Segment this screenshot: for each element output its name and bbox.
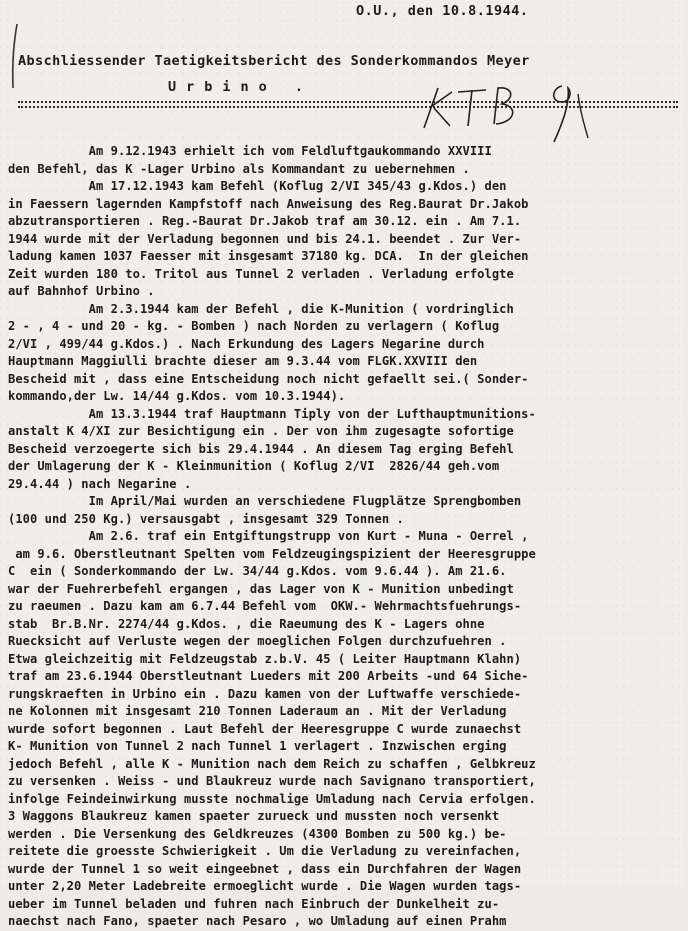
body-line: Ruecksicht auf Verluste wegen der moeglichen Folgen durchzufuehren . <box>8 634 507 648</box>
body-line: naechst nach Fano, spaeter nach Pesaro , wo Umladung auf einen Prahm <box>8 914 507 928</box>
report-title: Abschliessender Taetigkeitsbericht des Sonderkommandos Meyer <box>18 53 530 69</box>
body-line: traf am 23.6.1944 Oberstleutnant Lueders mit 200 Arbeits -und 64 Siche- <box>8 669 529 683</box>
body-line: unter 2,20 Meter Ladebreite ermoeglicht wurde . Die Wagen wurden tags- <box>8 879 522 893</box>
body-line: stab Br.B.Nr. 2274/44 g.Kdos. , die Raeumung des K - Lagers ohne <box>8 616 485 631</box>
body-line: auf Bahnhof Urbino . <box>8 284 155 298</box>
body-line: abzutransportieren . Reg.-Baurat Dr.Jakob traf am 30.12. ein . Am 7.1. <box>8 214 522 228</box>
body-line: zu versenken . Weiss - und Blaukreuz wurde nach Savignano transportiert, <box>8 774 536 788</box>
body-line: am 9.6. Oberstleutnant Spelten vom Feldzeugingspizient der Heeresgruppe <box>8 546 536 561</box>
body-line: infolge Feindeinwirkung musste nochmalige Umladung nach Cervia erfolgen. <box>8 791 536 806</box>
body-line: wurde sofort begonnen . Laut Befehl der Heeresgruppe C wurde zunaechst <box>8 721 522 736</box>
body-line: Zeit wurden 180 to. Tritol aus Tunnel 2 verladen . Verladung erfolgte <box>8 266 514 281</box>
body-line: Bescheid verzoegerte sich bis 29.4.1944 . An diesem Tag erging Befehl <box>8 441 514 456</box>
body-line: 2 - , 4 - und 20 - kg. - Bomben ) nach Norden zu verlagern ( Koflug <box>8 319 500 333</box>
body-line: C ein ( Sonderkommando der Lw. 34/44 g.Kdos. vom 9.6.44 ). Am 21.6. <box>8 564 507 578</box>
body-line: werden . Die Versenkung des Geldkreuzes (4300 Bomben zu 500 kg.) be- <box>8 826 507 841</box>
report-body <box>8 143 688 931</box>
document-date: O.U., den 10.8.1944. <box>356 3 529 19</box>
body-line: Am 2.6. traf ein Entgiftungstrupp von Kurt - Muna - Oerrel , <box>8 529 529 543</box>
body-line: 2/VI , 499/44 g.Kdos.) . Nach Erkundung des Lagers Negarine durch <box>8 336 485 351</box>
body-line: den Befehl, das K -Lager Urbino als Kommandant zu uebernehmen . <box>8 161 470 176</box>
body-line: anstalt K 4/XI zur Besichtigung ein . Der von ihm zugesagte sofortige <box>8 424 514 438</box>
body-line: Im April/Mai wurden an verschiedene Flugplätze Sprengbomben <box>8 494 522 508</box>
body-line: Am 9.12.1943 erhielt ich vom Feldluftgaukommando XXVIII <box>8 144 492 158</box>
handwritten-annotation <box>412 80 602 150</box>
body-line: 3 Waggons Blaukreuz kamen spaeter zurueck und mussten noch versenkt <box>8 809 500 823</box>
body-line: Am 13.3.1944 traf Hauptmann Tiply von der Lufthauptmunitions- <box>8 406 536 421</box>
body-line: reitete die groesste Schwierigkeit . Um die Verladung zu vereinfachen, <box>8 844 522 858</box>
body-line: Etwa gleichzeitig mit Feldzeugstab z.b.V. 45 ( Leiter Hauptmann Klahn) <box>8 651 522 666</box>
body-line: kommando,der Lw. 14/44 g.Kdos. vom 10.3.1944). <box>8 389 346 403</box>
body-line: zu raeumen . Dazu kam am 6.7.44 Befehl vom OKW.- Wehrmachtsfuehrungs- <box>8 599 522 613</box>
body-line: wurde der Tunnel 1 so weit eingeebnet , dass ein Durchfahren der Wagen <box>8 861 522 876</box>
body-line: Am 2.3.1944 kam der Befehl , die K-Munition ( vordringlich <box>8 301 514 316</box>
body-line: Bescheid mit , dass eine Entscheidung noch nicht gefaellt sei.( Sonder- <box>8 371 529 386</box>
body-line: war der Fuehrerbefehl ergangen , das Lager von K - Munition unbedingt <box>8 581 514 596</box>
body-line: rungskraeften in Urbino ein . Dazu kamen von der Luftwaffe verschiede- <box>8 686 522 701</box>
body-line: ueber im Tunnel beladen und fuhren nach Einbruch der Dunkelheit zu- <box>8 896 500 911</box>
body-line: Am 17.12.1943 kam Befehl (Koflug 2/VI 345/43 g.Kdos.) den <box>8 179 507 193</box>
body-line: ne Kolonnen mit insgesamt 210 Tonnen Laderaum an . Mit der Verladung <box>8 704 507 718</box>
body-line: jedoch Befehl , alle K - Munition nach dem Reich zu schaffen , Gelbkreuz <box>8 756 536 771</box>
body-line: (100 und 250 Kg.) versausgabt , insgesamt 329 Tonnen . <box>8 511 404 526</box>
body-line: ladung kamen 1037 Faesser mit insgesamt 37180 kg. DCA. In der gleichen <box>8 249 529 263</box>
body-line: in Faessern lagernden Kampfstoff nach Anweisung des Reg.Baurat Dr.Jakob <box>8 196 529 211</box>
report-title-location: Urbino . <box>168 79 314 95</box>
body-line: 29.4.44 ) nach Negarine . <box>8 476 192 491</box>
body-line: 1944 wurde mit der Verladung begonnen und bis 24.1. beendet . Zur Ver- <box>8 231 522 246</box>
body-line: der Umlagerung der K - Kleinmunition ( Koflug 2/VI 2826/44 geh.vom <box>8 459 500 473</box>
body-line: K- Munition von Tunnel 2 nach Tunnel 1 verlagert . Inzwischen erging <box>8 739 507 753</box>
body-line: Hauptmann Maggiulli brachte dieser am 9.3.44 vom FLGK.XXVIII den <box>8 354 478 368</box>
